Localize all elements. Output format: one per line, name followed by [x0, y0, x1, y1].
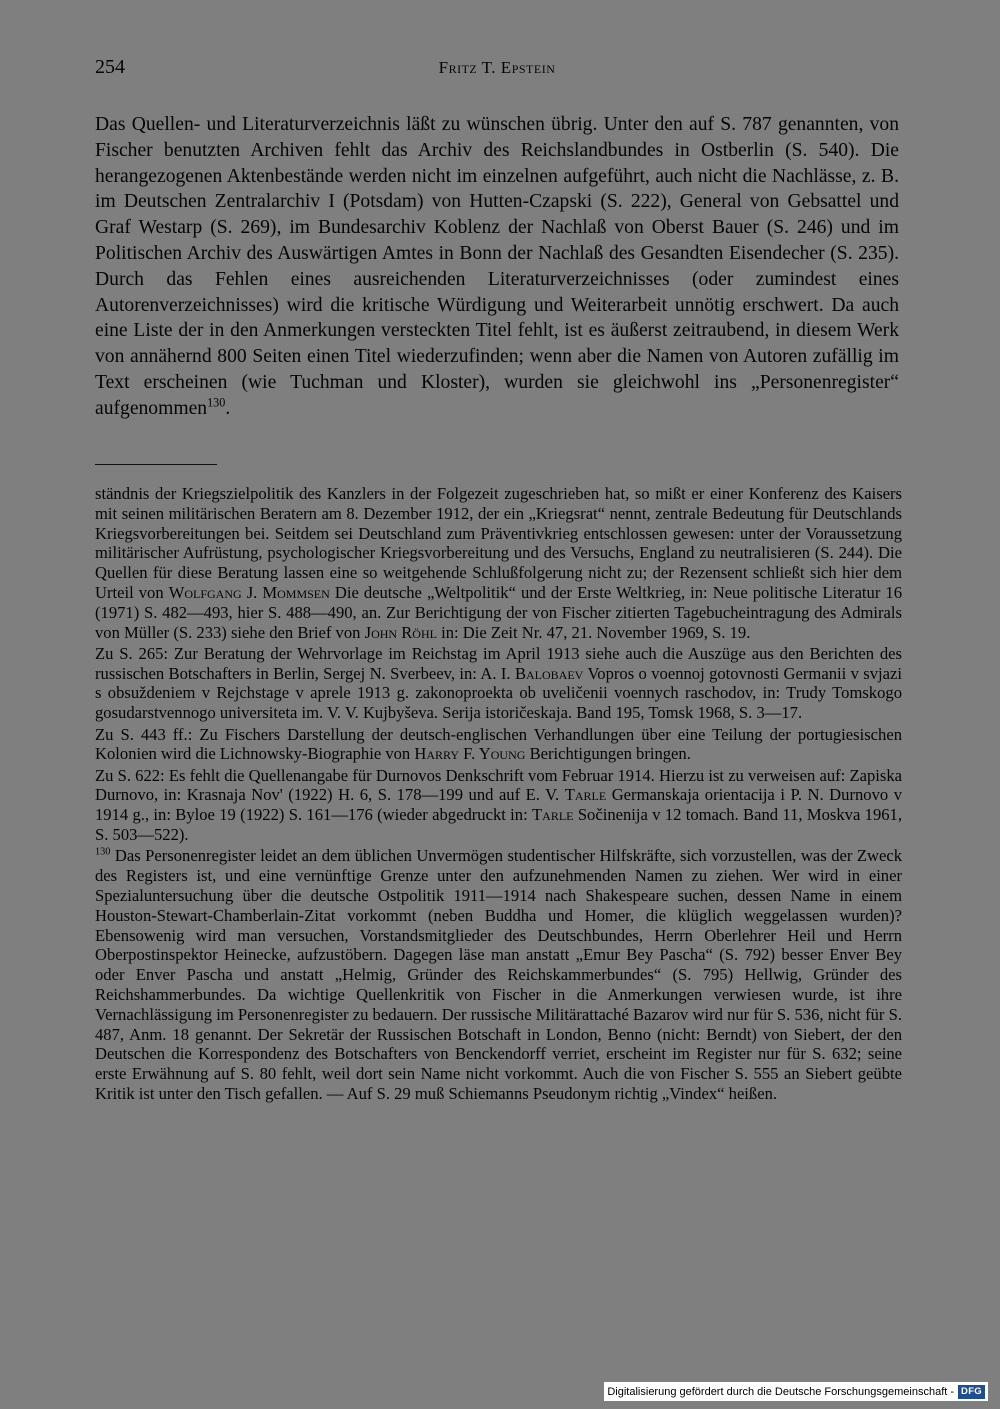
footnote-text: Berichtigungen bringen.	[525, 744, 691, 764]
author-name: Balobaev	[514, 663, 584, 683]
dfg-logo-icon[interactable]: DFG	[958, 1385, 985, 1399]
footnote-text: Germanskaja orientacija i P. N. Durnovo v 1914 g., in: Byloe 19 (1922) S. 161—176 (wieder abgedruckt in:	[95, 785, 903, 825]
body-text-end: .	[225, 397, 231, 419]
footnote-continuation	[95, 484, 902, 642]
footnote-text: Sočinenija v 12 tomach. Band 11, Moskva 1961, S. 503—522).	[95, 805, 902, 845]
footnote-text: Vopros o voennoj gotovnosti Germanii v svjazi s obsuždeniem v Rejchstage v aprele 1913 g. zakonoproekta ob uveličenii voennych raschodov, in: Trudy Tomskogo gosudarstvennogo universiteta im. V. V. Kujbyševa. Serija istoričeskaja. Band 195, Tomsk 1968, S. 3—17.	[95, 663, 902, 723]
page-number: 254	[95, 56, 125, 78]
footnotes-section	[95, 484, 902, 1105]
footnote-130	[95, 846, 902, 1103]
footnote-reference[interactable]: 130	[207, 395, 226, 410]
footnote-text: Das Personenregister leidet an dem üblichen Unvermögen studentischer Hilfskräfte, sich vorzustellen, was der Zweck des Registers ist, und eine vernünftige Grenze unter den aufzunehmenden Namen zu ziehen. Wer wird in einer Spezialuntersuchung über die deutsche Ostpolitik 1911—1914 nach Shakespeare suchen, dessen Name in einem Houston-Stewart-Chamberlain-Zitat vorkommt (neben Buddha und Homer, die klüglich weggelassen wurden)? Ebensowenig wird man versuchen, Vorstandsmitglieder des Deutschbundes, Herrn Oberlehrer Heil und Herrn Oberpostinspektor Heinecke, aufzustöbern. Dagegen läse man anstatt „Emur Bey Pascha“ (S. 792) besser Enver Bey oder Enver Pascha und anstatt „Helmig, Gründer des Reichskammerbundes“ (S. 795) Hellwig, Gründer des Reichshammerbundes. Da wichtige Quellenkritik von Fischer in die Anmerkungen verwiesen wurde, ist ihre Vernachlässigung im Personenregister zu bedauern. Der russische Militärattaché Bazarov wird nur für S. 536, nicht für S. 487, Anm. 18 genannt. Der Sekretär der Russischen Botschaft in London, Benno (nicht: Berndt) von Siebert, der den Deutschen die Korrespondenz des Botschafters von Benckendorff verriet, erscheint im Register nur für S. 632; seine erste Erwähnung auf S. 80 fehlt, weil dort sein Name nicht vorkommt. Auch die von Fischer S. 555 an Siebert geübte Kritik ist unter den Tisch gefallen. — Auf S. 29 muß Schiemanns Pseudonym richtig „Vindex“ heißen.	[95, 846, 902, 1103]
footnote-text: Zu S. 443 ff.: Zu Fischers Darstellung der deutsch-englischen Verhandlungen über eine Teilung der portugiesischen Kolonien wird die Lichnowsky-Biographie von	[95, 724, 902, 764]
author-name: Wolfgang J. Mommsen	[168, 582, 330, 602]
author-name: Tarle	[532, 805, 574, 825]
footnote-note-s443	[95, 725, 902, 765]
body-paragraph	[95, 112, 899, 422]
author-name: John Röhl	[364, 622, 437, 642]
footnote-text: in: Die Zeit Nr. 47, 21. November 1969, S. 19.	[436, 622, 751, 642]
body-text: Das Quellen- und Literaturverzeichnis läßt zu wünschen übrig. Unter den auf S. 787 genannten, von Fischer benutzten Archiven fehlt das Archiv des Reichslandbundes in Ostberlin (S. 540). Die herangezogenen Aktenbestände werden nicht im einzelnen aufgeführt, auch nicht die Nachlässe, z. B. im Deutschen Zentralarchiv I (Potsdam) von Hutten-Czapski (S. 222), General von Gebsattel und Graf Westarp (S. 269), im Bundesarchiv Koblenz der Nachlaß von Oberst Bauer (S. 246) und im Politischen Archiv des Auswärtigen Amtes in Bonn der Nachlaß des Gesandten Eisendecher (S. 235). Durch das Fehlen eines ausreichenden Literaturverzeichnisses (oder zumindest eines Autorenverzeichnisses) wird die kritische Würdigung und Weiterarbeit unnötig erschwert. Da auch eine Liste der in den Anmerkungen versteckten Titel fehlt, ist es äußerst zeitraubend, in diesem Werk von annähernd 800 Seiten einen Titel wiederzufinden; wenn aber die Namen von Autoren zufällig im Text erscheinen (wie Tuchman und Kloster), wurden sie gleichwohl ins „Personenregister“ aufgenommen	[95, 114, 899, 419]
page-header	[95, 56, 899, 86]
footnote-text: Zu S. 622: Es fehlt die Quellenangabe für Durnovos Denkschrift vom Februar 1914. Hierzu ist zu verweisen auf: Zapiska Durnovo, in: Krasnaja Nov' (1922) H. 6, S. 178—199 und auf E. V.	[95, 765, 902, 805]
footnote-separator	[95, 464, 217, 465]
footnote-text: Die deutsche „Weltpolitik“ und der Erste Weltkrieg, in: Neue politische Literatur 16 (1971) S. 482—493, hier S. 488—490, an. Zur Berichtigung der von Fischer zitierten Tagebucheintragung des Admirals von Müller (S. 233) siehe den Brief von	[95, 582, 902, 642]
footnote-text: Zu S. 265: Zur Beratung der Wehrvorlage im Reichstag im April 1913 siehe auch die Auszüge aus den Berichten des russischen Botschafters in Berlin, Sergej N. Sverbeev, in: A. I.	[95, 643, 902, 683]
footnote-note-s622	[95, 766, 902, 845]
footnote-number: 130	[95, 846, 111, 858]
running-head: Fritz T. Epstein	[438, 58, 556, 77]
footnote-note-s265	[95, 644, 902, 723]
footnote-text: ständnis der Kriegszielpolitik des Kanzlers in der Folgezeit zugeschrieben hat, so mißt er einer Konferenz des Kaisers mit seinen militärischen Beratern am 8. Dezember 1912, der ein „Kriegsrat“ nennt, zentrale Bedeutung für Deutschlands Kriegsvorbereitungen bei. Seitdem sei Deutschland zum Präventivkrieg entschlossen gewesen: unter der Voraussetzung militärischer Aufrüstung, psychologischer Kriegsvorbereitung und des Versuchs, England zu neutralisieren (S. 244). Die Quellen für diese Beratung lassen eine so weitgehende Schlußfolgerung nicht zu; der Rezensent schließt sich hier dem Urteil von	[95, 484, 902, 602]
digitization-credit[interactable]	[604, 1382, 988, 1401]
author-name: Harry F. Young	[414, 744, 526, 764]
credit-text[interactable]: Digitalisierung gefördert durch die Deutsche Forschungsgemeinschaft -	[607, 1385, 955, 1398]
author-name: Tarle	[564, 785, 607, 805]
